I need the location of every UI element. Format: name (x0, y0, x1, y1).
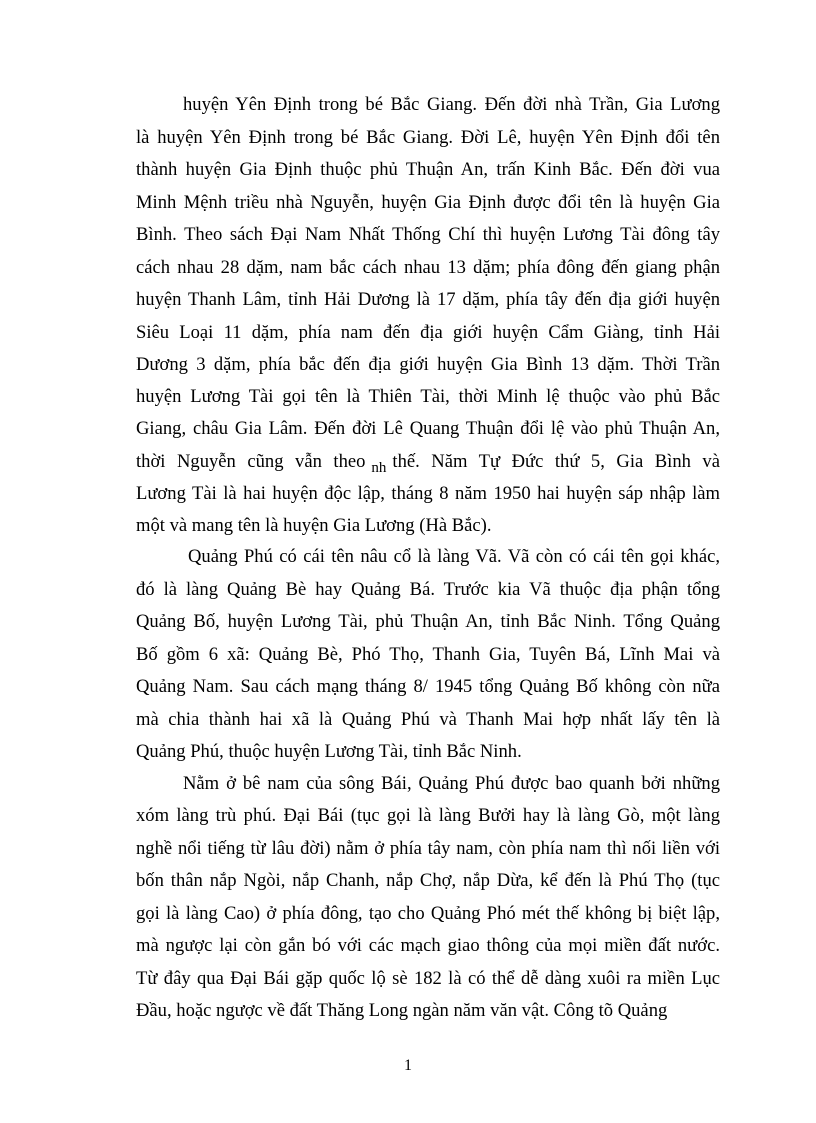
page-number: 1 (404, 1057, 412, 1074)
inline-fragment: nh (371, 460, 387, 476)
paragraph-2-line-3: Quảng Bố, huyện Lương Tài, phủ Thuận An, tỉnh Bắc Ninh. Tổng Quảng (136, 611, 720, 632)
paragraph-1-line-9: Dương 3 dặm, phía bắc đến địa giới huyện Gia Bình 13 dặm. Thời Trần (136, 354, 720, 375)
paragraph-3-line-6: mà ngược lại còn gắn bó với các mạch giao thông của mọi miền đất nước. (136, 935, 720, 956)
line-12-text-after: thế. Năm Tự Đức thứ 5, Gia Bình và (392, 451, 720, 472)
paragraph-2-line-4: Bố gồm 6 xã: Quảng Bè, Phó Thọ, Thanh Gia, Tuyên Bá, Lĩnh Mai và (136, 644, 720, 665)
paragraph-3-line-1: Nằm ở bê nam của sông Bái, Quảng Phú được bao quanh bởi những (183, 773, 720, 794)
paragraph-1-line-7: huyện Thanh Lâm, tỉnh Hải Dương là 17 dặm, phía tây đến địa giới huyện (136, 289, 720, 310)
paragraph-1-line-14: một và mang tên là huyện Gia Lương (Hà Bắc). (136, 515, 492, 536)
paragraph-3-line-5: gọi là làng Cao) ở phía đông, tạo cho Quảng Phó mét thế không bị biệt lập, (136, 903, 720, 924)
paragraph-1-line-6: cách nhau 28 dặm, nam bắc cách nhau 13 dặm; phía đông đến giang phận (136, 257, 720, 278)
paragraph-3-line-3: nghề nổi tiếng từ lâu đời) nằm ở phía tây nam, còn phía nam thì nối liền với (136, 838, 720, 859)
paragraph-2-line-6: mà chia thành hai xã là Quảng Phú và Thanh Mai hợp nhất lấy tên là (136, 709, 720, 730)
paragraph-2-line-2: đó là làng Quảng Bè hay Quảng Bá. Trước kia Vã thuộc địa phận tổng (136, 579, 720, 600)
paragraph-3-line-2: xóm làng trù phú. Đại Bái (tục gọi là làng Bưởi hay là làng Gò, một làng (136, 805, 720, 826)
paragraph-3-line-4: bốn thân nắp Ngòi, nắp Chanh, nắp Chợ, nắp Dừa, kể đến là Phú Thọ (tục (136, 870, 720, 891)
paragraph-1-line-13: Lương Tài là hai huyện độc lập, tháng 8 năm 1950 hai huyện sáp nhập làm (136, 483, 720, 504)
paragraph-2-line-5: Quảng Nam. Sau cách mạng tháng 8/ 1945 tổng Quảng Bố không còn nữa (136, 676, 720, 697)
paragraph-1-line-1: huyện Yên Định trong bé Bắc Giang. Đến đời nhà Trần, Gia Lương (183, 94, 720, 115)
line-12-text-before: thời Nguyễn cũng vẫn theo (136, 451, 366, 472)
paragraph-1-line-2: là huyện Yên Định trong bé Bắc Giang. Đời Lê, huyện Yên Định đổi tên (136, 127, 720, 148)
paragraph-2-line-1: Quảng Phú có cái tên nâu cổ là làng Vã. Vã còn có cái tên gọi khác, (188, 546, 720, 567)
paragraph-1-line-10: huyện Lương Tài gọi tên là Thiên Tài, thời Minh lệ thuộc vào phủ Bắc (136, 386, 720, 407)
paragraph-3-line-7: Từ đây qua Đại Bái gặp quốc lộ sè 182 là có thể dễ dàng xuôi ra miền Lục (136, 968, 720, 989)
paragraph-1-line-5: Bình. Theo sách Đại Nam Nhất Thống Chí thì huyện Lương Tài đông tây (136, 224, 720, 245)
paragraph-1-line-8: Siêu Loại 11 dặm, phía nam đến địa giới huyện Cẩm Giàng, tỉnh Hải (136, 322, 720, 343)
paragraph-1-line-3: thành huyện Gia Định thuộc phủ Thuận An, trấn Kinh Bắc. Đến đời vua (136, 159, 720, 180)
paragraph-3-line-8: Đầu, hoặc ngược về đất Thăng Long ngàn năm văn vật. Công tõ Quảng (136, 1000, 668, 1021)
paragraph-1-line-11: Giang, châu Gia Lâm. Đến đời Lê Quang Thuận đổi lệ vào phủ Thuận An, (136, 418, 720, 439)
paragraph-1-line-12 (136, 447, 720, 477)
paragraph-1-line-4: Minh Mệnh triều nhà Nguyễn, huyện Gia Định được đổi tên là huyện Gia (136, 192, 720, 213)
paragraph-2-line-7: Quảng Phú, thuộc huyện Lương Tài, tỉnh Bắc Ninh. (136, 741, 522, 762)
